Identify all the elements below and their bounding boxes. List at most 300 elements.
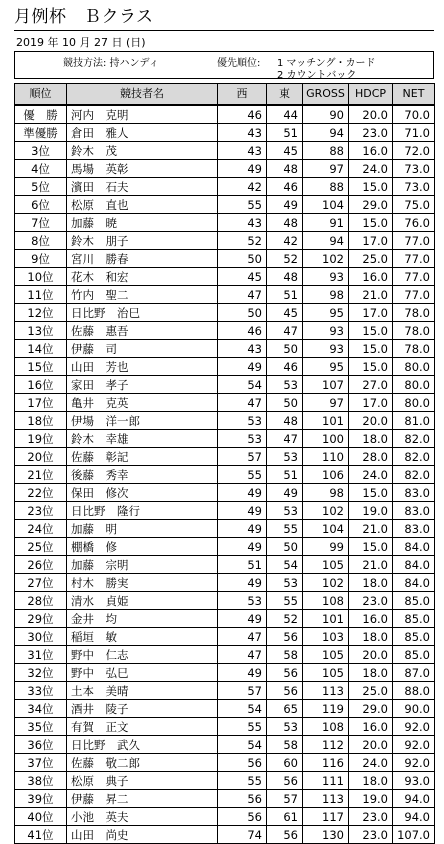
east-score: 53 [267, 448, 303, 466]
east-score: 51 [267, 286, 303, 304]
table-row [15, 376, 435, 394]
table-row [15, 790, 435, 808]
gross-score: 112 [303, 736, 349, 754]
east-score: 52 [267, 250, 303, 268]
gross-score: 100 [303, 430, 349, 448]
rank-cell: 19位 [15, 430, 67, 448]
east-score: 53 [267, 376, 303, 394]
rank-cell: 32位 [15, 664, 67, 682]
player-name: 酒井 陵子 [67, 700, 218, 718]
gross-score: 102 [303, 502, 349, 520]
handicap: 20.0 [349, 736, 393, 754]
west-score: 43 [218, 340, 267, 358]
gross-score: 107 [303, 376, 349, 394]
rank-cell: 36位 [15, 736, 67, 754]
net-score: 94.0 [393, 808, 435, 826]
east-score: 54 [267, 556, 303, 574]
table-row [15, 250, 435, 268]
table-row [15, 448, 435, 466]
table-row [15, 304, 435, 322]
handicap: 24.0 [349, 754, 393, 772]
gross-score: 117 [303, 808, 349, 826]
header-gross: GROSS [303, 84, 349, 106]
header-west: 西 [218, 84, 267, 106]
west-score: 53 [218, 592, 267, 610]
rank-cell: 30位 [15, 628, 67, 646]
gross-score: 91 [303, 214, 349, 232]
rank-cell: 16位 [15, 376, 67, 394]
player-name: 松原 典子 [67, 772, 218, 790]
west-score: 45 [218, 268, 267, 286]
handicap: 25.0 [349, 682, 393, 700]
net-score: 85.0 [393, 610, 435, 628]
rank-cell: 15位 [15, 358, 67, 376]
handicap: 29.0 [349, 196, 393, 214]
gross-score: 108 [303, 592, 349, 610]
east-score: 47 [267, 430, 303, 448]
player-name: 保田 修次 [67, 484, 218, 502]
net-score: 81.0 [393, 412, 435, 430]
net-score: 85.0 [393, 592, 435, 610]
net-score: 78.0 [393, 322, 435, 340]
table-row [15, 610, 435, 628]
east-score: 56 [267, 682, 303, 700]
table-row [15, 700, 435, 718]
rank-cell: 25位 [15, 538, 67, 556]
net-score: 107.0 [393, 826, 435, 844]
west-score: 49 [218, 160, 267, 178]
player-name: 山田 芳也 [67, 358, 218, 376]
gross-score: 104 [303, 520, 349, 538]
priority-item-2: 2 カウントバック [277, 70, 357, 81]
west-score: 42 [218, 178, 267, 196]
handicap: 23.0 [349, 592, 393, 610]
rank-cell: 11位 [15, 286, 67, 304]
rank-cell: 38位 [15, 772, 67, 790]
west-score: 49 [218, 610, 267, 628]
west-score: 49 [218, 358, 267, 376]
east-score: 53 [267, 718, 303, 736]
player-name: 伊藤 昇二 [67, 790, 218, 808]
west-score: 74 [218, 826, 267, 844]
rank-cell: 13位 [15, 322, 67, 340]
header-row [15, 84, 435, 106]
handicap: 16.0 [349, 268, 393, 286]
player-name: 棚橋 修 [67, 538, 218, 556]
table-row [15, 718, 435, 736]
east-score: 46 [267, 358, 303, 376]
west-score: 54 [218, 736, 267, 754]
player-name: 野中 弘巳 [67, 664, 218, 682]
rank-cell: 10位 [15, 268, 67, 286]
net-score: 92.0 [393, 718, 435, 736]
header-name: 競技者名 [67, 84, 218, 106]
gross-score: 98 [303, 286, 349, 304]
handicap: 15.0 [349, 214, 393, 232]
handicap: 15.0 [349, 178, 393, 196]
west-score: 46 [218, 322, 267, 340]
table-row [15, 232, 435, 250]
gross-score: 95 [303, 304, 349, 322]
net-score: 77.0 [393, 250, 435, 268]
handicap: 20.0 [349, 105, 393, 124]
player-name: 稲垣 敏 [67, 628, 218, 646]
handicap: 21.0 [349, 520, 393, 538]
west-score: 50 [218, 250, 267, 268]
player-name: 花木 和宏 [67, 268, 218, 286]
player-name: 鈴木 幸雄 [67, 430, 218, 448]
player-name: 鈴木 朋子 [67, 232, 218, 250]
handicap: 21.0 [349, 556, 393, 574]
results-table [14, 83, 435, 844]
rank-cell: 4位 [15, 160, 67, 178]
gross-score: 93 [303, 340, 349, 358]
net-score: 94.0 [393, 790, 435, 808]
rank-cell: 6位 [15, 196, 67, 214]
west-score: 55 [218, 718, 267, 736]
rank-cell: 34位 [15, 700, 67, 718]
player-name: 後藤 秀幸 [67, 466, 218, 484]
table-row [15, 628, 435, 646]
table-row [15, 772, 435, 790]
east-score: 47 [267, 322, 303, 340]
player-name: 山田 尚史 [67, 826, 218, 844]
rank-cell: 23位 [15, 502, 67, 520]
gross-score: 116 [303, 754, 349, 772]
rank-cell: 27位 [15, 574, 67, 592]
gross-score: 119 [303, 700, 349, 718]
page-title: 月例杯 Ｂクラス [14, 7, 154, 27]
player-name: 土本 美晴 [67, 682, 218, 700]
table-row [15, 502, 435, 520]
net-score: 84.0 [393, 538, 435, 556]
handicap: 18.0 [349, 772, 393, 790]
west-score: 54 [218, 700, 267, 718]
net-score: 82.0 [393, 430, 435, 448]
competition-info-box [14, 51, 434, 79]
net-score: 77.0 [393, 232, 435, 250]
east-score: 44 [267, 105, 303, 124]
rank-cell: 9位 [15, 250, 67, 268]
east-score: 45 [267, 142, 303, 160]
table-row [15, 178, 435, 196]
table-row [15, 142, 435, 160]
gross-score: 95 [303, 358, 349, 376]
west-score: 47 [218, 286, 267, 304]
gross-score: 101 [303, 412, 349, 430]
net-score: 83.0 [393, 484, 435, 502]
east-score: 56 [267, 826, 303, 844]
handicap: 21.0 [349, 286, 393, 304]
west-score: 49 [218, 484, 267, 502]
gross-score: 99 [303, 538, 349, 556]
net-score: 80.0 [393, 376, 435, 394]
net-score: 90.0 [393, 700, 435, 718]
west-score: 49 [218, 502, 267, 520]
net-score: 83.0 [393, 520, 435, 538]
player-name: 加藤 明 [67, 520, 218, 538]
handicap: 29.0 [349, 700, 393, 718]
gross-score: 110 [303, 448, 349, 466]
gross-score: 130 [303, 826, 349, 844]
gross-score: 105 [303, 556, 349, 574]
east-score: 50 [267, 538, 303, 556]
gross-score: 103 [303, 628, 349, 646]
gross-score: 111 [303, 772, 349, 790]
west-score: 49 [218, 664, 267, 682]
gross-score: 97 [303, 160, 349, 178]
player-name: 村木 勝実 [67, 574, 218, 592]
rank-cell: 33位 [15, 682, 67, 700]
east-score: 53 [267, 502, 303, 520]
table-row [15, 430, 435, 448]
handicap: 18.0 [349, 628, 393, 646]
net-score: 76.0 [393, 214, 435, 232]
player-name: 家田 孝子 [67, 376, 218, 394]
net-score: 73.0 [393, 160, 435, 178]
rank-cell: 37位 [15, 754, 67, 772]
rank-cell: 3位 [15, 142, 67, 160]
east-score: 48 [267, 214, 303, 232]
table-row [15, 736, 435, 754]
handicap: 27.0 [349, 376, 393, 394]
west-score: 50 [218, 304, 267, 322]
rank-cell: 21位 [15, 466, 67, 484]
player-name: 佐藤 惠吾 [67, 322, 218, 340]
event-date: 2019 年 10 月 27 日 (日) [16, 36, 146, 49]
west-score: 52 [218, 232, 267, 250]
west-score: 56 [218, 754, 267, 772]
east-score: 48 [267, 160, 303, 178]
table-row [15, 105, 435, 124]
net-score: 70.0 [393, 105, 435, 124]
gross-score: 94 [303, 124, 349, 142]
player-name: 金井 均 [67, 610, 218, 628]
gross-score: 106 [303, 466, 349, 484]
player-name: 加藤 暁 [67, 214, 218, 232]
gross-score: 93 [303, 268, 349, 286]
table-row [15, 484, 435, 502]
net-score: 92.0 [393, 754, 435, 772]
east-score: 53 [267, 574, 303, 592]
west-score: 57 [218, 448, 267, 466]
east-score: 48 [267, 268, 303, 286]
table-row [15, 826, 435, 844]
net-score: 84.0 [393, 556, 435, 574]
table-row [15, 466, 435, 484]
west-score: 43 [218, 214, 267, 232]
west-score: 49 [218, 538, 267, 556]
east-score: 51 [267, 124, 303, 142]
rank-cell: 41位 [15, 826, 67, 844]
west-score: 47 [218, 646, 267, 664]
handicap: 17.0 [349, 394, 393, 412]
table-row [15, 394, 435, 412]
competition-method: 競技方法: 持ハンディ [63, 58, 159, 69]
net-score: 75.0 [393, 196, 435, 214]
rank-cell: 18位 [15, 412, 67, 430]
player-name: 竹内 聖二 [67, 286, 218, 304]
player-name: 日比野 治巳 [67, 304, 218, 322]
table-row [15, 286, 435, 304]
west-score: 51 [218, 556, 267, 574]
west-score: 47 [218, 628, 267, 646]
east-score: 55 [267, 592, 303, 610]
gross-score: 108 [303, 718, 349, 736]
east-score: 55 [267, 520, 303, 538]
east-score: 49 [267, 484, 303, 502]
east-score: 61 [267, 808, 303, 826]
net-score: 92.0 [393, 736, 435, 754]
rank-cell: 5位 [15, 178, 67, 196]
net-score: 85.0 [393, 646, 435, 664]
rank-cell: 22位 [15, 484, 67, 502]
rank-cell: 準優勝 [15, 124, 67, 142]
handicap: 20.0 [349, 646, 393, 664]
handicap: 23.0 [349, 808, 393, 826]
east-score: 48 [267, 412, 303, 430]
handicap: 18.0 [349, 574, 393, 592]
west-score: 47 [218, 394, 267, 412]
table-row [15, 160, 435, 178]
header-hdcp: HDCP [349, 84, 393, 106]
player-name: 亀井 克英 [67, 394, 218, 412]
gross-score: 113 [303, 790, 349, 808]
east-score: 51 [267, 466, 303, 484]
player-name: 清水 貞姫 [67, 592, 218, 610]
net-score: 82.0 [393, 466, 435, 484]
player-name: 加藤 宗明 [67, 556, 218, 574]
rank-cell: 8位 [15, 232, 67, 250]
net-score: 71.0 [393, 124, 435, 142]
table-row [15, 520, 435, 538]
gross-score: 97 [303, 394, 349, 412]
handicap: 20.0 [349, 412, 393, 430]
west-score: 43 [218, 124, 267, 142]
gross-score: 88 [303, 178, 349, 196]
rank-cell: 優 勝 [15, 105, 67, 124]
west-score: 55 [218, 196, 267, 214]
rank-cell: 31位 [15, 646, 67, 664]
player-name: 鈴木 茂 [67, 142, 218, 160]
gross-score: 102 [303, 574, 349, 592]
table-row [15, 646, 435, 664]
header-east: 東 [267, 84, 303, 106]
handicap: 19.0 [349, 790, 393, 808]
gross-score: 113 [303, 682, 349, 700]
rank-cell: 17位 [15, 394, 67, 412]
player-name: 野中 仁志 [67, 646, 218, 664]
west-score: 54 [218, 376, 267, 394]
player-name: 小池 英夫 [67, 808, 218, 826]
net-score: 83.0 [393, 502, 435, 520]
net-score: 88.0 [393, 682, 435, 700]
header-net: NET [393, 84, 435, 106]
rank-cell: 26位 [15, 556, 67, 574]
player-name: 馬場 英彰 [67, 160, 218, 178]
title-underline [14, 30, 434, 31]
table-row [15, 358, 435, 376]
table-row [15, 556, 435, 574]
handicap: 16.0 [349, 142, 393, 160]
gross-score: 102 [303, 250, 349, 268]
player-name: 伊場 洋一郎 [67, 412, 218, 430]
net-score: 80.0 [393, 394, 435, 412]
east-score: 46 [267, 178, 303, 196]
east-score: 49 [267, 196, 303, 214]
table-row [15, 754, 435, 772]
gross-score: 93 [303, 322, 349, 340]
gross-score: 105 [303, 664, 349, 682]
net-score: 80.0 [393, 358, 435, 376]
net-score: 73.0 [393, 178, 435, 196]
handicap: 28.0 [349, 448, 393, 466]
east-score: 42 [267, 232, 303, 250]
rank-cell: 40位 [15, 808, 67, 826]
gross-score: 98 [303, 484, 349, 502]
table-row [15, 340, 435, 358]
handicap: 18.0 [349, 664, 393, 682]
net-score: 78.0 [393, 304, 435, 322]
west-score: 46 [218, 105, 267, 124]
player-name: 有賀 正文 [67, 718, 218, 736]
rank-cell: 20位 [15, 448, 67, 466]
net-score: 82.0 [393, 448, 435, 466]
handicap: 19.0 [349, 502, 393, 520]
player-name: 宮川 勝春 [67, 250, 218, 268]
east-score: 57 [267, 790, 303, 808]
east-score: 45 [267, 304, 303, 322]
net-score: 87.0 [393, 664, 435, 682]
table-row [15, 124, 435, 142]
table-row [15, 538, 435, 556]
handicap: 17.0 [349, 232, 393, 250]
gross-score: 88 [303, 142, 349, 160]
west-score: 43 [218, 142, 267, 160]
rank-cell: 7位 [15, 214, 67, 232]
net-score: 78.0 [393, 340, 435, 358]
rank-cell: 12位 [15, 304, 67, 322]
east-score: 52 [267, 610, 303, 628]
east-score: 56 [267, 772, 303, 790]
player-name: 倉田 雅人 [67, 124, 218, 142]
net-score: 93.0 [393, 772, 435, 790]
header-rank: 順位 [15, 84, 67, 106]
rank-cell: 35位 [15, 718, 67, 736]
handicap: 25.0 [349, 250, 393, 268]
handicap: 15.0 [349, 538, 393, 556]
player-name: 日比野 武久 [67, 736, 218, 754]
rank-cell: 24位 [15, 520, 67, 538]
east-score: 58 [267, 736, 303, 754]
handicap: 17.0 [349, 304, 393, 322]
rank-cell: 14位 [15, 340, 67, 358]
player-name: 松原 直也 [67, 196, 218, 214]
player-name: 佐藤 敬二郎 [67, 754, 218, 772]
table-row [15, 322, 435, 340]
handicap: 16.0 [349, 610, 393, 628]
gross-score: 104 [303, 196, 349, 214]
net-score: 85.0 [393, 628, 435, 646]
east-score: 56 [267, 664, 303, 682]
east-score: 56 [267, 628, 303, 646]
table-row [15, 214, 435, 232]
rank-cell: 28位 [15, 592, 67, 610]
west-score: 55 [218, 772, 267, 790]
east-score: 60 [267, 754, 303, 772]
net-score: 84.0 [393, 574, 435, 592]
player-name: 日比野 隆行 [67, 502, 218, 520]
